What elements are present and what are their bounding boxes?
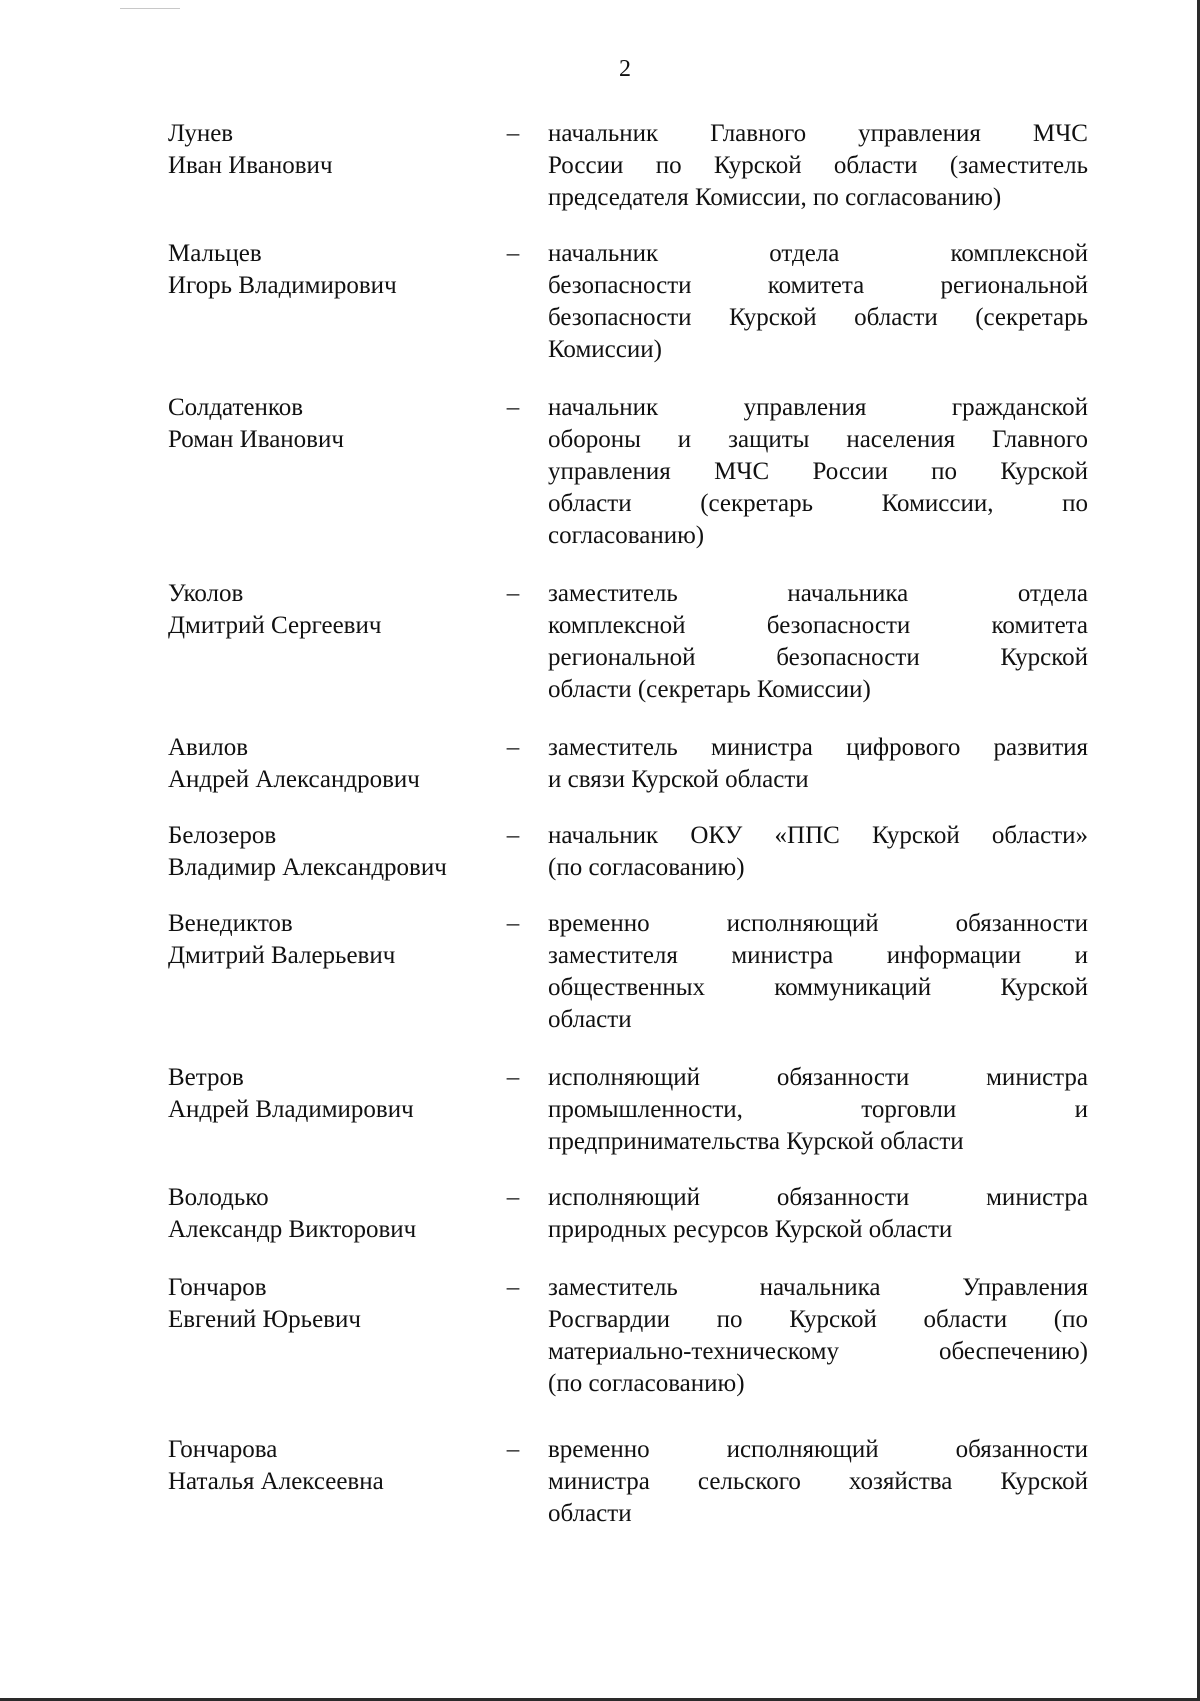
position-line: временно исполняющий обязанности	[548, 910, 1088, 937]
position-line: начальник управления гражданской	[548, 394, 1088, 421]
position-line: заместитель министра цифрового развития	[548, 734, 1088, 761]
position-line: области (секретарь Комиссии, по	[548, 490, 1088, 517]
member-position	[548, 118, 1088, 214]
position-line: министра сельского хозяйства Курской	[548, 1468, 1088, 1495]
dash-separator: –	[506, 910, 520, 937]
member-position	[548, 1272, 1088, 1400]
member-name	[168, 238, 488, 302]
member-entry	[168, 392, 1088, 552]
position-line: обороны и защиты населения Главного	[548, 426, 1088, 453]
position-line: области	[548, 1006, 632, 1033]
member-surname: Володько	[168, 1184, 269, 1211]
member-name	[168, 392, 488, 456]
member-name	[168, 1272, 488, 1336]
dash-separator: –	[506, 1436, 520, 1463]
member-given-names: Иван Иванович	[168, 152, 333, 179]
member-surname: Уколов	[168, 580, 244, 607]
member-name	[168, 118, 488, 182]
member-name	[168, 908, 488, 972]
position-line: региональной безопасности Курской	[548, 644, 1088, 671]
member-given-names: Андрей Владимирович	[168, 1096, 414, 1123]
dash-separator: –	[506, 822, 520, 849]
member-entry	[168, 118, 1088, 214]
member-given-names: Александр Викторович	[168, 1216, 417, 1243]
position-line: председателя Комиссии, по согласованию)	[548, 184, 1002, 211]
position-line: заместитель начальника Управления	[548, 1274, 1088, 1301]
member-given-names: Дмитрий Сергеевич	[168, 612, 382, 639]
member-position	[548, 820, 1088, 884]
member-surname: Авилов	[168, 734, 249, 761]
position-line: исполняющий обязанности министра	[548, 1184, 1088, 1211]
position-line: Комиссии)	[548, 336, 662, 363]
position-line: начальник отдела комплексной	[548, 240, 1088, 267]
position-line: согласованию)	[548, 522, 705, 549]
member-entry	[168, 1182, 1088, 1246]
position-line: безопасности комитета региональной	[548, 272, 1088, 299]
position-line: области (секретарь Комиссии)	[548, 676, 871, 703]
dash-separator: –	[506, 1274, 520, 1301]
member-position	[548, 1062, 1088, 1158]
dash-separator: –	[506, 1184, 520, 1211]
position-line: промышленности, торговли и	[548, 1096, 1088, 1123]
position-line: общественных коммуникаций Курской	[548, 974, 1088, 1001]
position-line: заместитель начальника отдела	[548, 580, 1088, 607]
position-line: (по согласованию)	[548, 1370, 745, 1397]
member-position	[548, 1434, 1088, 1530]
position-line: России по Курской области (заместитель	[548, 152, 1088, 179]
member-entry	[168, 1272, 1088, 1400]
position-line: временно исполняющий обязанности	[548, 1436, 1088, 1463]
member-position	[548, 392, 1088, 552]
position-line: комплексной безопасности комитета	[548, 612, 1088, 639]
member-entry	[168, 578, 1088, 706]
scan-artifact	[120, 8, 180, 9]
member-given-names: Наталья Алексеевна	[168, 1468, 384, 1495]
position-line: начальник ОКУ «ППС Курской области»	[548, 822, 1088, 849]
dash-separator: –	[506, 120, 520, 147]
member-position	[548, 238, 1088, 366]
member-name	[168, 1182, 488, 1246]
member-given-names: Игорь Владимирович	[168, 272, 397, 299]
position-line: (по согласованию)	[548, 854, 745, 881]
position-line: исполняющий обязанности министра	[548, 1064, 1088, 1091]
member-given-names: Роман Иванович	[168, 426, 344, 453]
member-given-names: Владимир Александрович	[168, 854, 447, 881]
member-name	[168, 820, 488, 884]
member-entry	[168, 1434, 1088, 1530]
member-name	[168, 732, 488, 796]
member-entry	[168, 908, 1088, 1036]
member-position	[548, 578, 1088, 706]
member-given-names: Дмитрий Валерьевич	[168, 942, 396, 969]
member-surname: Венедиктов	[168, 910, 293, 937]
member-position	[548, 732, 1088, 796]
member-surname: Солдатенков	[168, 394, 304, 421]
position-line: природных ресурсов Курской области	[548, 1216, 953, 1243]
member-surname: Мальцев	[168, 240, 262, 267]
position-line: управления МЧС России по Курской	[548, 458, 1088, 485]
position-line: и связи Курской области	[548, 766, 809, 793]
member-entry	[168, 820, 1088, 884]
page-number: 2	[619, 56, 631, 82]
member-entry	[168, 238, 1088, 366]
dash-separator: –	[506, 580, 520, 607]
member-surname: Ветров	[168, 1064, 244, 1091]
member-surname: Белозеров	[168, 822, 277, 849]
dash-separator: –	[506, 240, 520, 267]
member-given-names: Андрей Александрович	[168, 766, 420, 793]
member-position	[548, 1182, 1088, 1246]
position-line: заместителя министра информации и	[548, 942, 1088, 969]
member-entry	[168, 1062, 1088, 1158]
position-line: предпринимательства Курской области	[548, 1128, 964, 1155]
position-line: начальник Главного управления МЧС	[548, 120, 1088, 147]
position-line: материально-техническому обеспечению)	[548, 1338, 1088, 1365]
position-line: Росгвардии по Курской области (по	[548, 1306, 1088, 1333]
member-entry	[168, 732, 1088, 796]
member-given-names: Евгений Юрьевич	[168, 1306, 361, 1333]
member-surname: Лунев	[168, 120, 234, 147]
position-line: безопасности Курской области (секретарь	[548, 304, 1088, 331]
member-position	[548, 908, 1088, 1036]
position-line: области	[548, 1500, 632, 1527]
member-surname: Гончаров	[168, 1274, 267, 1301]
dash-separator: –	[506, 734, 520, 761]
member-surname: Гончарова	[168, 1436, 278, 1463]
dash-separator: –	[506, 1064, 520, 1091]
member-name	[168, 1434, 488, 1498]
member-name	[168, 578, 488, 642]
member-name	[168, 1062, 488, 1126]
dash-separator: –	[506, 394, 520, 421]
